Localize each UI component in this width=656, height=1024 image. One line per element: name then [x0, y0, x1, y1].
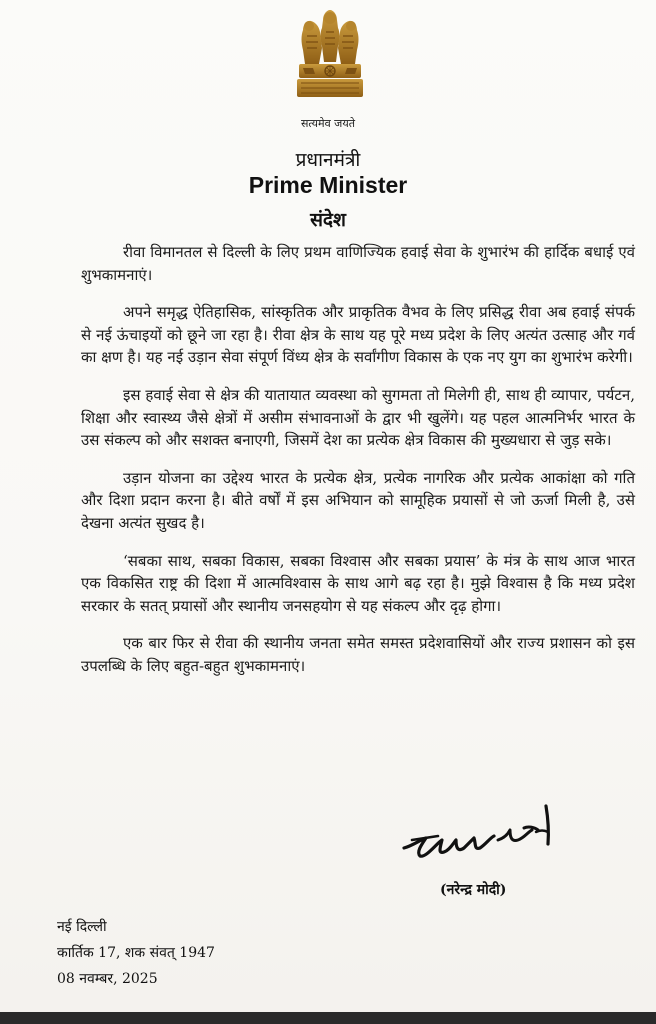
office-title-hindi: प्रधानमंत्री: [295, 149, 361, 171]
message-paragraph: एक बार फिर से रीवा की स्थानीय जनता समेत समस्त प्रदेशवासियों और राज्य प्रशासन को इस उपलब्धि के लिए बहुत-बहुत शुभकामनाएं।: [81, 634, 635, 675]
message-paragraph: अपने समृद्ध ऐतिहासिक, सांस्कृतिक और प्राकृतिक वैभव के लिए प्रसिद्ध रीवा अब हवाई संपर्क से नई ऊंचाइयों को छूने जा रहा है। रीवा क्षेत्र के साथ यह पूरे मध्य प्रदेश के लिए अत्यंत उत्साह और गर्व का क्षण है। यह नई उड़ान सेवा संपूर्ण विंध्य क्षेत्र के सर्वांगीण विकास के एक नए युग का शुभारंभ करेगी।: [81, 303, 635, 367]
national-emblem-icon: [293, 6, 367, 120]
place-and-date: [57, 914, 215, 992]
emblem-motto: सत्यमेव जयते: [300, 117, 355, 130]
message-paragraph: ‘सबका साथ, सबका विकास, सबका विश्वास और सबका प्रयास’ के मंत्र के साथ आज भारत एक विकसित राष्ट्र की दिशा में आत्मविश्वास के साथ आगे बढ़ रहा है। मुझे विश्वास है कि मध्य प्रदेश सरकार के सतत् प्रयासों और स्थानीय जनसहयोग से यह संकल्प और दृढ़ होगा।: [81, 551, 635, 615]
saka-date: कार्तिक 17, शक संवत् 1947: [57, 945, 215, 961]
place: नई दिल्ली: [57, 919, 107, 935]
handwritten-signature: [398, 800, 573, 870]
message-heading: संदेश: [310, 209, 346, 231]
office-title-english: Prime Minister: [248, 172, 408, 198]
signatory-name: (नरेन्द्र मोदी): [440, 882, 507, 898]
message-body: [81, 241, 635, 693]
message-paragraph: उड़ान योजना का उद्देश्य भारत के प्रत्येक क्षेत्र, प्रत्येक नागरिक और प्रत्येक आकांक्षा को गति और दिशा प्रदान करना है। बीते वर्षों में इस अभियान को सामूहिक प्रयासों से जो ऊर्जा मिली है, उसे देखना अत्यंत सुखद है।: [81, 468, 635, 532]
gregorian-date: 08 नवम्बर, 2025: [57, 971, 158, 987]
bottom-edge: [0, 1012, 656, 1024]
message-paragraph: रीवा विमानतल से दिल्ली के लिए प्रथम वाणिज्यिक हवाई सेवा के शुभारंभ की हार्दिक बधाई एवं शुभकामनाएं।: [81, 243, 635, 284]
message-paragraph: इस हवाई सेवा से क्षेत्र की यातायात व्यवस्था को सुगमता तो मिलेगी ही, साथ ही व्यापार, पर्यटन, शिक्षा और स्वास्थ्य जैसे क्षेत्रों में असीम संभावनाओं के द्वार भी खुलेंगे। यह पहल आत्मनिर्भर भारत के उस संकल्प को और सशक्त बनाएगी, जिसमें देश का प्रत्येक क्षेत्र विकास की मुख्यधारा से जुड़ सके।: [81, 385, 635, 450]
